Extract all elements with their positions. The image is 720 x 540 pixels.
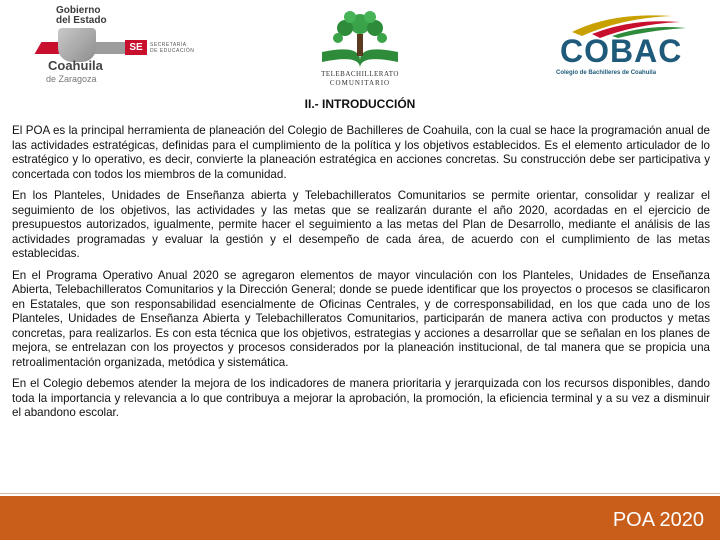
paragraph-3: En el Programa Operativo Anual 2020 se agregaron elementos de mayor vinculación con los Planteles, Unidades de Enseñanza Abierta, Telebachilleratos Comunitarios y la Dirección General; donde se puede identificar que los proyectos o procesos se clasificaron en Estatales, que son responsabilidad esencialmente de Oficinas Centrales, y de corresponsabilidad, en los que cada uno de los Planteles, Unidades de Enseñanza Abierta y Telebachilleratos Comunitarios, participarán de manera activa con productos y metas concretas, para realizarlos. Es con esta técnica que los objetivos, estrategias y acciones a desarrollar que se señalan en los planes de mejora, se entrelazan con los proyectos y procesos considerados por la planeación institucional, de tal manera que se propicia una retroalimentación organizada, metódica y sistemática. <box>12 268 710 369</box>
intro-body <box>12 124 710 428</box>
tree-book-icon <box>300 8 420 70</box>
se-badge: SE <box>125 40 147 55</box>
zaragoza-label: de Zaragoza <box>46 74 97 84</box>
gobierno-line2: del Estado <box>56 15 107 26</box>
coahuila-label: Coahuila <box>48 58 103 73</box>
paragraph-4: En el Colegio debemos atender la mejora de los indicadores de manera prioritaria y jerarquizada con los recursos disponibles, dando toda la importancia y relevancia a lo que contribuya a mejorar la aprobación, la promoción, la eficiencia terminal y a su vez a disminuir el abandono escolar. <box>12 377 710 419</box>
telebachillerato-label: TELEBACHILLERATO <box>321 70 399 78</box>
coahuila-shield-icon <box>58 28 96 62</box>
cobac-logo <box>552 8 692 84</box>
footer-poa-label: POA 2020 <box>612 509 704 531</box>
paragraph-2: En los Planteles, Unidades de Enseñanza abierta y Telebachilleratos Comunitarios se permite orientar, consolidar y realizar el seguimiento de los objetivos, las actividades y las metas que se realizarán durante el año 2020, acordadas en el ejercicio de presupuestos autorizados, igualmente, permite hacer el seguimiento a las metas del Plan de Desarrollo, mediante el análisis de las actividades programadas y evaluar la gestión y el desempeño de cada área, de acuerdo con el cumplimiento de las metas establecidas. <box>12 189 710 260</box>
telebachillerato-logo <box>300 8 420 92</box>
gobierno-coahuila-logo <box>10 4 210 84</box>
cobac-subtitle: Colegio de Bachilleres de Coahuila <box>556 70 657 76</box>
footer-bar <box>0 496 720 540</box>
gobierno-line1: Gobierno <box>56 5 101 16</box>
paragraph-1: El POA es la principal herramienta de planeación del Colegio de Bachilleres de Coahuila, con la cual se hace la programación anual de las actividades estratégicas, definidas para el cumplimiento de la política y los objetivos establecidos. Es el elemento articulador de lo estratégico y lo operativo, es decir, convierte la planeación estratégica en acciones concretas. Su construcción debe ser participativa y concertada con todos los miembros de la comunidad. <box>12 124 710 181</box>
section-title: II.- INTRODUCCIÓN <box>304 97 416 111</box>
cobac-wordmark: COBAC <box>560 33 683 69</box>
secretaria-label: SECRETARÍA DE EDUCACIÓN <box>150 42 195 54</box>
page-header <box>0 0 720 92</box>
gobierno-label <box>56 6 107 26</box>
comunitario-label: COMUNITARIO <box>329 79 391 87</box>
footer-divider <box>0 493 720 494</box>
